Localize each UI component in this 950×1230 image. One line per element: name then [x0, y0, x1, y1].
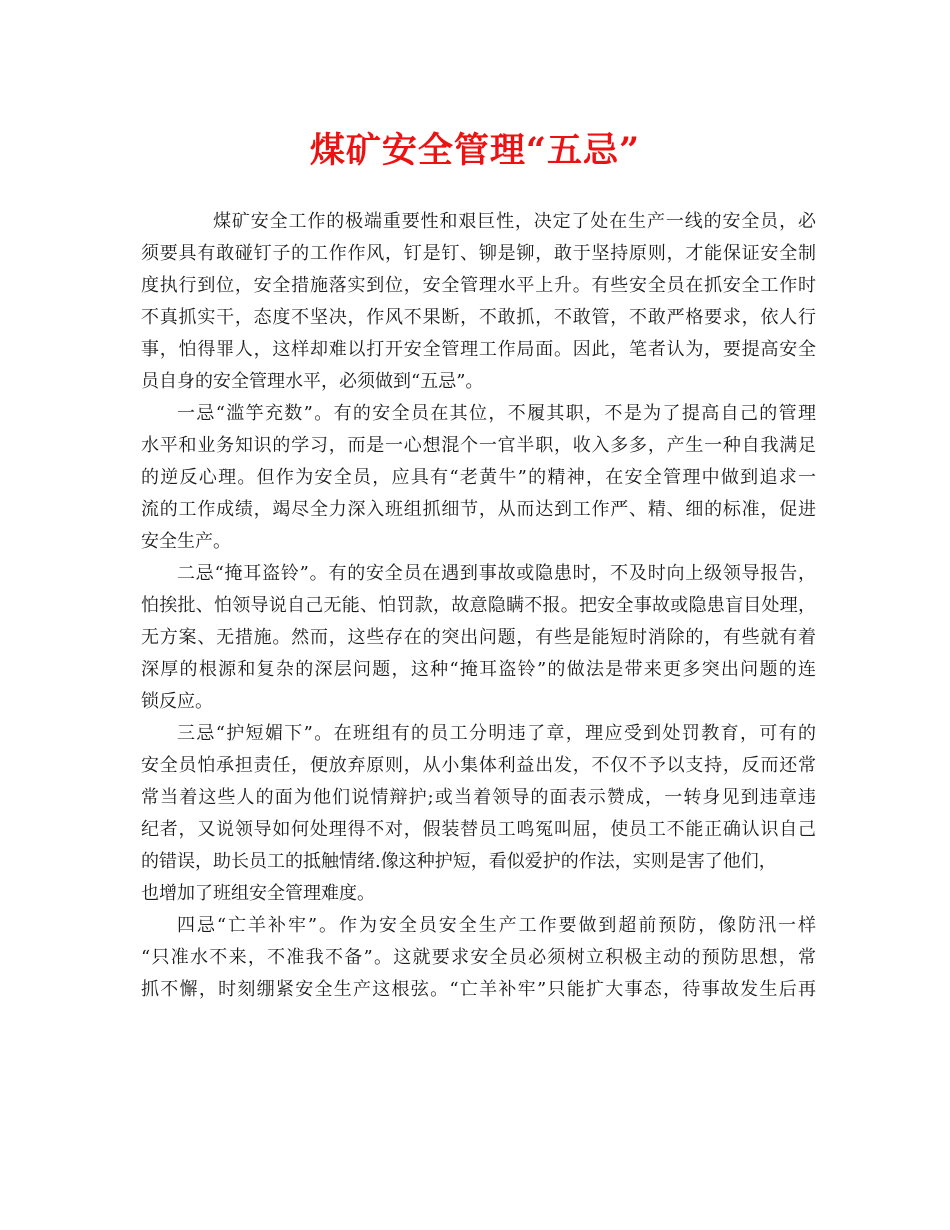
paragraph-intro — [141, 206, 816, 398]
document-title: 煤矿安全管理“五忌” — [309, 130, 641, 171]
text-line: 无方案、无措施。然而，这些存在的突出问题，有些是能短时消除的，有些就有着 — [141, 627, 816, 648]
paragraph-taboo-3 — [141, 718, 816, 910]
text-line: 抓不懈，时刻绷紧安全生产这根弦。“亡羊补牢”只能扩大事态，待事故发生后再 — [141, 979, 816, 1000]
text-line: 水平和业务知识的学习，而是一心想混个一官半职，收入多多，产生一种自我满足 — [141, 435, 816, 456]
text-line: 度执行到位，安全措施落实到位，安全管理水平上升。有些安全员在抓安全工作时 — [141, 275, 816, 296]
text-line: 纪者，又说领导如何处理得不对，假装替员工鸣冤叫屈，使员工不能正确认识自己 — [141, 819, 816, 840]
paragraph-taboo-1 — [141, 398, 816, 558]
paragraph-taboo-4 — [141, 910, 816, 1006]
text-line: 不真抓实干，态度不坚决，作风不果断，不敢抓，不敢管，不敢严格要求，依人行 — [141, 307, 816, 328]
text-line: 锁反应。 — [141, 691, 213, 712]
text-line: 三忌“护短媚下”。在班组有的员工分明违了章，理应受到处罚教育，可有的 — [177, 723, 816, 744]
text-line: 也增加了班组安全管理难度。 — [141, 883, 375, 904]
text-line: 须要具有敢碰钉子的工作作风，钉是钉、铆是铆，敢于坚持原则，才能保证安全制 — [141, 243, 816, 264]
text-line: 煤矿安全工作的极端重要性和艰巨性，决定了处在生产一线的安全员，必 — [213, 211, 816, 232]
text-line: 的错误，助长员工的抵触情绪.像这种护短，看似爱护的作法，实则是害了他们， — [141, 851, 777, 872]
text-line: 安全员怕承担责任，便放弃原则，从小集体利益出发，不仅不予以支持，反而还常 — [141, 755, 816, 776]
text-line: 的逆反心理。但作为安全员，应具有“老黄牛”的精神，在安全管理中做到追求一 — [141, 467, 816, 488]
text-line: 事，怕得罪人，这样却难以打开安全管理工作局面。因此，笔者认为，要提高安全 — [141, 339, 816, 360]
text-line: 深厚的根源和复杂的深层问题，这种“掩耳盗铃”的做法是带来更多突出问题的连 — [141, 659, 816, 680]
text-line: 安全生产。 — [141, 531, 231, 552]
text-line: 怕挨批、怕领导说自己无能、怕罚款，故意隐瞒不报。把安全事故或隐患盲目处理， — [141, 595, 816, 616]
text-line: 流的工作成绩，竭尽全力深入班组抓细节，从而达到工作严、精、细的标准，促进 — [141, 499, 816, 520]
document-body — [141, 206, 816, 1006]
text-line: 常当着这些人的面为他们说情辩护;或当着领导的面表示赞成，一转身见到违章违 — [141, 787, 816, 808]
text-line: 一忌“滥竽充数”。有的安全员在其位，不履其职，不是为了提高自己的管理 — [177, 403, 816, 424]
text-line: 四忌“亡羊补牢”。作为安全员安全生产工作要做到超前预防，像防汛一样 — [177, 915, 816, 936]
text-line: 员自身的安全管理水平，必须做到“五忌”。 — [141, 371, 484, 392]
text-line: “只准水不来，不准我不备”。这就要求安全员必须树立积极主动的预防思想，常 — [141, 947, 816, 968]
text-line: 二忌“掩耳盗铃”。有的安全员在遇到事故或隐患时，不及时向上级领导报告， — [177, 563, 816, 584]
paragraph-taboo-2 — [141, 558, 816, 718]
